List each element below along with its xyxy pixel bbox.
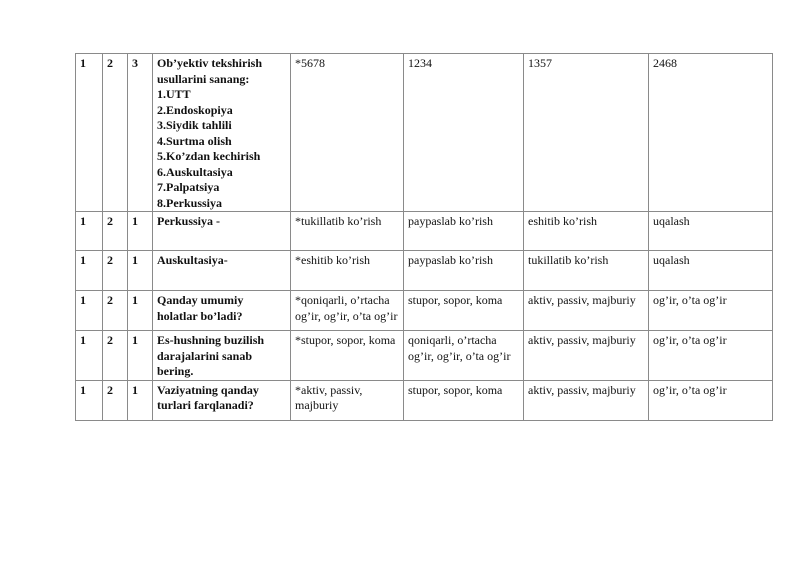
cell-number-2: 2 bbox=[103, 291, 128, 331]
answer-option-2: paypaslab ko’rish bbox=[404, 251, 524, 291]
cell-number-3: 1 bbox=[128, 380, 153, 420]
answer-correct: *tukillatib ko’rish bbox=[291, 212, 404, 251]
question-cell bbox=[153, 380, 291, 420]
answer-option-4: og’ir, o’ta og’ir bbox=[649, 380, 773, 420]
table-row bbox=[76, 251, 773, 291]
answer-option-4: og’ir, o’ta og’ir bbox=[649, 291, 773, 331]
answer-option-4: uqalash bbox=[649, 251, 773, 291]
answer-option-2: 1234 bbox=[404, 54, 524, 212]
answer-option-4: uqalash bbox=[649, 212, 773, 251]
answer-option-2: stupor, sopor, koma bbox=[404, 291, 524, 331]
question-cell bbox=[153, 212, 291, 251]
cell-number-3: 3 bbox=[128, 54, 153, 212]
cell-number-3: 1 bbox=[128, 251, 153, 291]
cell-number-2: 2 bbox=[103, 54, 128, 212]
table-row bbox=[76, 54, 773, 212]
table-row bbox=[76, 331, 773, 381]
cell-number-1: 1 bbox=[76, 54, 103, 212]
cell-number-2: 2 bbox=[103, 212, 128, 251]
question-cell bbox=[153, 291, 291, 331]
answer-option-3: tukillatib ko’rish bbox=[524, 251, 649, 291]
question-line: Ob’yektiv tekshirish usullarini sanang: bbox=[157, 56, 263, 86]
question-line: 7.Palpatsiya bbox=[157, 180, 220, 194]
table-row bbox=[76, 212, 773, 251]
question-line: Qanday umumiy holatlar bo’ladi? bbox=[157, 293, 244, 323]
cell-number-3: 1 bbox=[128, 291, 153, 331]
cell-number-1: 1 bbox=[76, 380, 103, 420]
answer-correct: *aktiv, passiv, majburiy bbox=[291, 380, 404, 420]
question-line: Es-hushning buzilish darajalarini sanab bering. bbox=[157, 333, 265, 378]
question-line: Vaziyatning qanday turlari farqlanadi? bbox=[157, 382, 259, 412]
question-cell bbox=[153, 331, 291, 381]
answer-option-2: paypaslab ko’rish bbox=[404, 212, 524, 251]
cell-number-1: 1 bbox=[76, 251, 103, 291]
question-cell bbox=[153, 251, 291, 291]
answer-option-3: aktiv, passiv, majburiy bbox=[524, 291, 649, 331]
answer-correct: *stupor, sopor, koma bbox=[291, 331, 404, 381]
answer-correct: *qoniqarli, o’rtacha og’ir, og’ir, o’ta og’ir bbox=[291, 291, 404, 331]
cell-number-2: 2 bbox=[103, 251, 128, 291]
test-questions-table bbox=[75, 53, 773, 421]
question-line: 6.Auskultasiya bbox=[157, 164, 233, 179]
question-line: 1.UTT bbox=[157, 87, 191, 101]
question-line: 3.Siydik tahlili bbox=[157, 118, 232, 132]
answer-option-2: stupor, sopor, koma bbox=[404, 380, 524, 420]
cell-number-2: 2 bbox=[103, 331, 128, 381]
table-row bbox=[76, 291, 773, 331]
cell-number-1: 1 bbox=[76, 291, 103, 331]
table-row bbox=[76, 380, 773, 420]
answer-option-3: aktiv, passiv, majburiy bbox=[524, 331, 649, 381]
question-line: Auskultasiya- bbox=[157, 253, 228, 267]
answer-option-4: 2468 bbox=[649, 54, 773, 212]
question-line: 2.Endoskopiya bbox=[157, 102, 233, 117]
answer-option-3: eshitib ko’rish bbox=[524, 212, 649, 251]
answer-option-3: 1357 bbox=[524, 54, 649, 212]
question-line: 8.Perkussiya bbox=[157, 195, 223, 210]
answer-correct: *5678 bbox=[291, 54, 404, 212]
cell-number-2: 2 bbox=[103, 380, 128, 420]
question-cell bbox=[153, 54, 291, 212]
answer-option-2: qoniqarli, o’rtacha og’ir, og’ir, o’ta og’ir bbox=[404, 331, 524, 381]
cell-number-1: 1 bbox=[76, 212, 103, 251]
question-line: Perkussiya - bbox=[157, 214, 220, 228]
cell-number-3: 1 bbox=[128, 331, 153, 381]
question-line: 5.Ko’zdan kechirish bbox=[157, 149, 261, 163]
cell-number-1: 1 bbox=[76, 331, 103, 381]
answer-correct: *eshitib ko’rish bbox=[291, 251, 404, 291]
question-line: 4.Surtma olish bbox=[157, 133, 232, 148]
cell-number-3: 1 bbox=[128, 212, 153, 251]
answer-option-4: og’ir, o’ta og’ir bbox=[649, 331, 773, 381]
answer-option-3: aktiv, passiv, majburiy bbox=[524, 380, 649, 420]
